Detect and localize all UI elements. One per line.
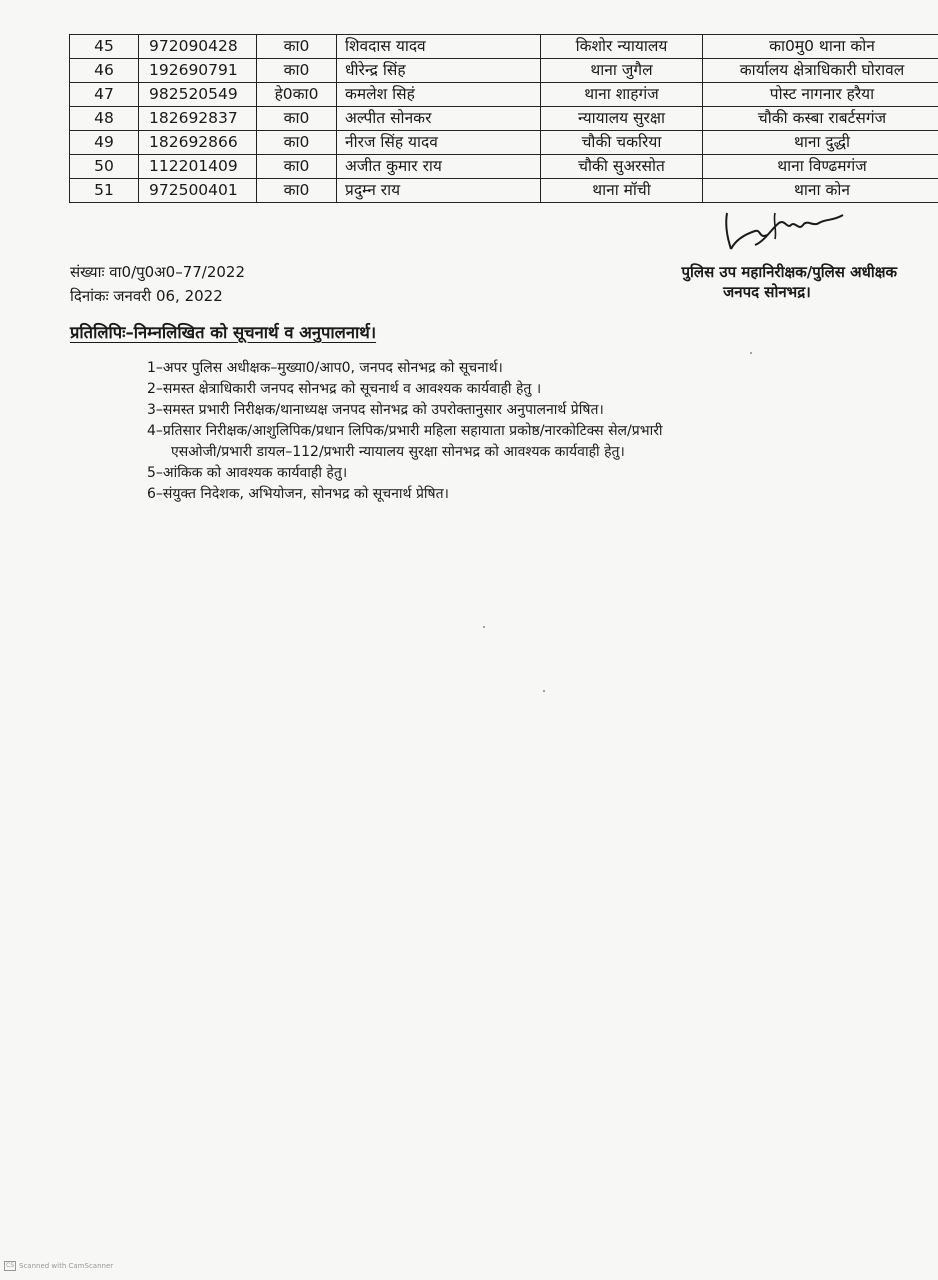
posted-from-cell: चौकी चकरिया [541, 131, 703, 155]
rank-cell: का0 [257, 131, 337, 155]
posted-from-cell: न्यायालय सुरक्षा [541, 107, 703, 131]
copy-item-5: 5–आंकिक को आवश्यक कार्यवाही हेतु। [147, 465, 348, 481]
rank-cell: का0 [257, 107, 337, 131]
posted-from-cell: थाना मॉची [541, 179, 703, 203]
posted-from-cell: किशोर न्यायालय [541, 35, 703, 59]
posted-to-cell: पोस्ट नागनार हरैया [703, 83, 938, 107]
copy-to-list [147, 358, 902, 505]
pno-cell: 982520549 [139, 83, 257, 107]
officer-designation: पुलिस उप महानिरीक्षक/पुलिस अधीक्षक [681, 263, 897, 281]
reference-number: संख्याः वा0/पु0अ0–77/2022 [70, 263, 246, 281]
posted-to-cell: चौकी कस्बा राबर्टसगंज [703, 107, 938, 131]
officer-district: जनपद सोनभद्र। [723, 283, 811, 301]
posted-to-cell: थाना कोन [703, 179, 938, 203]
posted-to-cell: का0मु0 थाना कोन [703, 35, 938, 59]
table-row [70, 179, 938, 203]
serial-number-cell: 51 [70, 179, 139, 203]
table-row [70, 155, 938, 179]
serial-number-cell: 47 [70, 83, 139, 107]
posted-to-cell: थाना विण्ढमगंज [703, 155, 938, 179]
scanner-text: Scanned with CamScanner [19, 1262, 114, 1270]
name-cell: धीरेन्द्र सिंह [337, 59, 541, 83]
transfer-table-body [70, 35, 938, 203]
name-cell: अजीत कुमार राय [337, 155, 541, 179]
posted-from-cell: चौकी सुअरसोत [541, 155, 703, 179]
copy-item-3: 3–समस्त प्रभारी निरीक्षक/थानाध्यक्ष जनपद सोनभद्र को उपरोक्तानुसार अनुपालनार्थ प्रेषित। [147, 402, 604, 418]
posted-to-cell: कार्यालय क्षेत्राधिकारी घोरावल [703, 59, 938, 83]
name-cell: नीरज सिंह यादव [337, 131, 541, 155]
serial-number-cell: 49 [70, 131, 139, 155]
serial-number-cell: 48 [70, 107, 139, 131]
pno-cell: 182692837 [139, 107, 257, 131]
copy-item-4-continuation: एसओजी/प्रभारी डायल–112/प्रभारी न्यायालय सुरक्षा सोनभद्र को आवश्यक कार्यवाही हेतु। [171, 444, 625, 460]
table-row [70, 35, 938, 59]
pno-cell: 972090428 [139, 35, 257, 59]
table-row [70, 83, 938, 107]
copy-to-title: प्रतिलिपिः–निम्नलिखित को सूचनार्थ व अनुपालनार्थ। [70, 323, 377, 342]
scan-speck [483, 626, 485, 628]
pno-cell: 192690791 [139, 59, 257, 83]
scanner-watermark [4, 1261, 113, 1271]
rank-cell: का0 [257, 179, 337, 203]
camscanner-logo-icon: CS [6, 1262, 14, 1269]
copy-item-6: 6–संयुक्त निदेशक, अभियोजन, सोनभद्र को सूचनार्थ प्रेषित। [147, 486, 449, 502]
table-row [70, 107, 938, 131]
transfer-table [69, 34, 938, 203]
pno-cell: 182692866 [139, 131, 257, 155]
name-cell: शिवदास यादव [337, 35, 541, 59]
posted-to-cell: थाना दुद्धी [703, 131, 938, 155]
rank-cell: का0 [257, 155, 337, 179]
officer-block [597, 262, 897, 302]
name-cell: प्रदुम्न राय [337, 179, 541, 203]
scan-speck [543, 690, 545, 692]
reference-date: दिनांकः जनवरी 06, 2022 [70, 287, 223, 305]
rank-cell: का0 [257, 59, 337, 83]
rank-cell: हे0का0 [257, 83, 337, 107]
serial-number-cell: 45 [70, 35, 139, 59]
pno-cell: 972500401 [139, 179, 257, 203]
copy-item-2: 2–समस्त क्षेत्राधिकारी जनपद सोनभद्र को सूचनार्थ व आवश्यक कार्यवाही हेतु । [147, 381, 542, 397]
name-cell: कमलेश सिहं [337, 83, 541, 107]
table-row [70, 59, 938, 83]
pno-cell: 112201409 [139, 155, 257, 179]
rank-cell: का0 [257, 35, 337, 59]
posted-from-cell: थाना जुगैल [541, 59, 703, 83]
serial-number-cell: 46 [70, 59, 139, 83]
copy-item-1: 1–अपर पुलिस अधीक्षक–मुख्या0/आप0, जनपद सोनभद्र को सूचनार्थ। [147, 360, 503, 376]
posted-from-cell: थाना शाहगंज [541, 83, 703, 107]
serial-number-cell: 50 [70, 155, 139, 179]
table-row [70, 131, 938, 155]
scan-speck [750, 352, 752, 354]
copy-item-4: 4–प्रतिसार निरीक्षक/आशुलिपिक/प्रधान लिपिक/प्रभारी महिला सहायाता प्रकोष्ठ/नारकोटिक्स सेल/प्रभारी [147, 423, 663, 439]
signature [715, 205, 855, 257]
name-cell: अल्पीत सोनकर [337, 107, 541, 131]
